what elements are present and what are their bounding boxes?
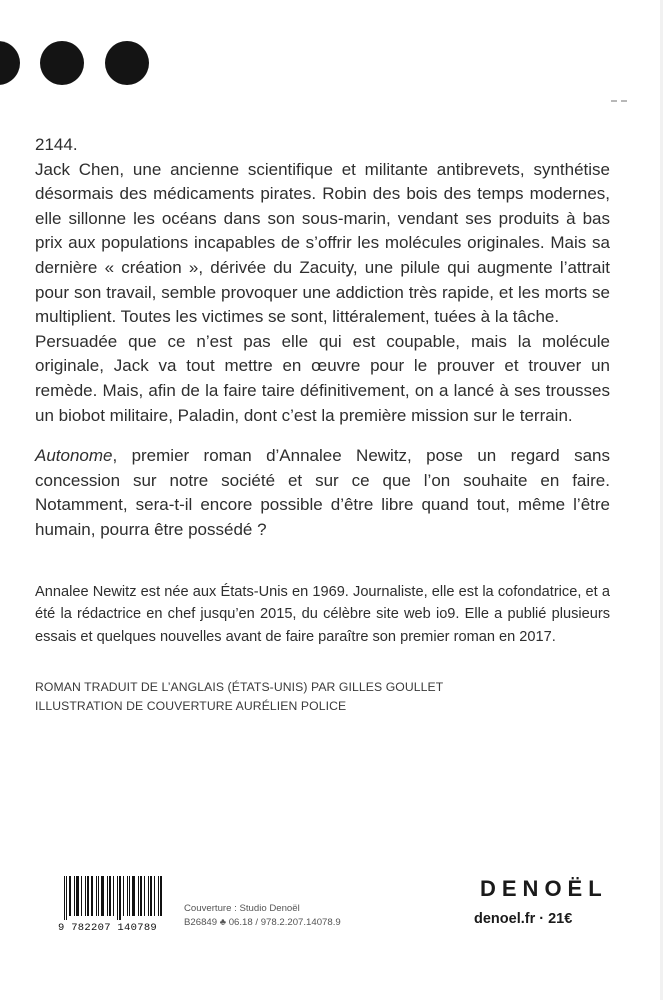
imprint-info xyxy=(184,902,341,930)
barcode-bar xyxy=(123,876,124,916)
barcode-bar xyxy=(158,876,159,916)
book-title-italic: Autonome xyxy=(35,446,113,466)
barcode-bar xyxy=(74,876,75,916)
paragraph-1-text: Jack Chen, une ancienne scientifique et militante antibrevets, synthétise désormais des médicaments pirates. Robin des bois des temps modernes, elle sillonne les océans dans son sous-marin, vendant ses produits à bas prix aux populations incapables de s’offrir les molécules originales. Mais sa dernière « création », dérivée du Zacuity, une pilule qui augmente l’attrait pour son travail, semble provoquer une addiction très rapide, et les morts se multiplient. Toutes les victimes se sont, littéralement, tuées à la tâche. xyxy=(35,159,610,327)
author-bio xyxy=(35,581,610,649)
barcode-bar xyxy=(87,876,89,916)
barcode-bar xyxy=(117,876,118,920)
edge-mark xyxy=(611,100,627,102)
barcode-bar xyxy=(85,876,86,916)
blurb-paragraph-1 xyxy=(35,158,610,330)
barcode-bar xyxy=(113,876,114,916)
barcode-bar xyxy=(150,876,152,916)
barcode-number: 9 782207 140789 xyxy=(58,922,158,934)
year-text: 2144. xyxy=(35,135,78,154)
publisher-logo: DENOËL xyxy=(480,876,608,901)
barcode-bar xyxy=(140,876,142,916)
barcode-bar xyxy=(109,876,111,916)
decorative-dot xyxy=(40,41,84,85)
barcode-bar xyxy=(91,876,93,916)
barcode-bar xyxy=(96,876,97,916)
credits xyxy=(35,678,610,716)
blurb-year xyxy=(35,133,610,158)
barcode-bars xyxy=(64,876,162,920)
barcode-bar xyxy=(101,876,104,916)
barcode-bar xyxy=(76,876,79,916)
isbn-barcode xyxy=(58,876,166,938)
decorative-dot xyxy=(0,41,20,85)
barcode-bar xyxy=(138,876,139,916)
barcode-bar xyxy=(154,876,155,916)
back-cover-text xyxy=(35,133,610,716)
paragraph-2-text: Persuadée que ce n’est pas elle qui est coupable, mais la molécule originale, Jack va tout mettre en œuvre pour le prouver et trouver un remède. Mais, afin de la faire taire définitivement, on a lancé à ses trousses un biobot militaire, Paladin, dont c’est la première mission sur le terrain. xyxy=(35,331,610,425)
illustration-credit: ILLUSTRATION DE COUVERTURE AURÉLIEN POLICE xyxy=(35,699,347,713)
barcode-bar xyxy=(98,876,99,916)
barcode-bar xyxy=(132,876,135,916)
blurb-paragraph-3 xyxy=(35,444,610,542)
cover-credit: Couverture : Studio Denoël xyxy=(184,903,300,914)
barcode-bar xyxy=(119,876,121,920)
barcode-bar xyxy=(160,876,162,916)
barcode-bar xyxy=(144,876,145,916)
barcode-bar xyxy=(64,876,65,920)
blurb-paragraph-2 xyxy=(35,330,610,428)
decorative-dot xyxy=(105,41,149,85)
paragraph-3-text: , premier roman d’Annalee Newitz, pose un regard sans concession sur notre société et sur ce que l’on souhaite en faire. Notamment, sera-t-il encore possible d’être libre quand tout, même l’être humain, pourra être possédé ? xyxy=(35,446,610,539)
barcode-bar xyxy=(107,876,108,916)
translation-credit: ROMAN TRADUIT DE L’ANGLAIS (ÉTATS-UNIS) PAR GILLES GOULLET xyxy=(35,680,444,694)
barcode-bar xyxy=(127,876,128,916)
barcode-bar xyxy=(69,876,71,916)
imprint-code: B26849 ♣ 06.18 / 978.2.207.14078.9 xyxy=(184,917,341,928)
barcode-bar xyxy=(129,876,130,916)
barcode-bar xyxy=(66,876,67,920)
publisher-site-price: denoel.fr · 21€ xyxy=(474,911,573,927)
barcode-bar xyxy=(148,876,149,916)
barcode-bar xyxy=(81,876,82,916)
author-bio-text: Annalee Newitz est née aux États-Unis en 1969. Journaliste, elle est la cofondatrice, et a été la rédactrice en chef jusqu’en 2015, du célèbre site web io9. Elle a publié plusieurs essais et quelques nouvelles avant de faire paraître son premier roman en 2017. xyxy=(35,583,610,645)
